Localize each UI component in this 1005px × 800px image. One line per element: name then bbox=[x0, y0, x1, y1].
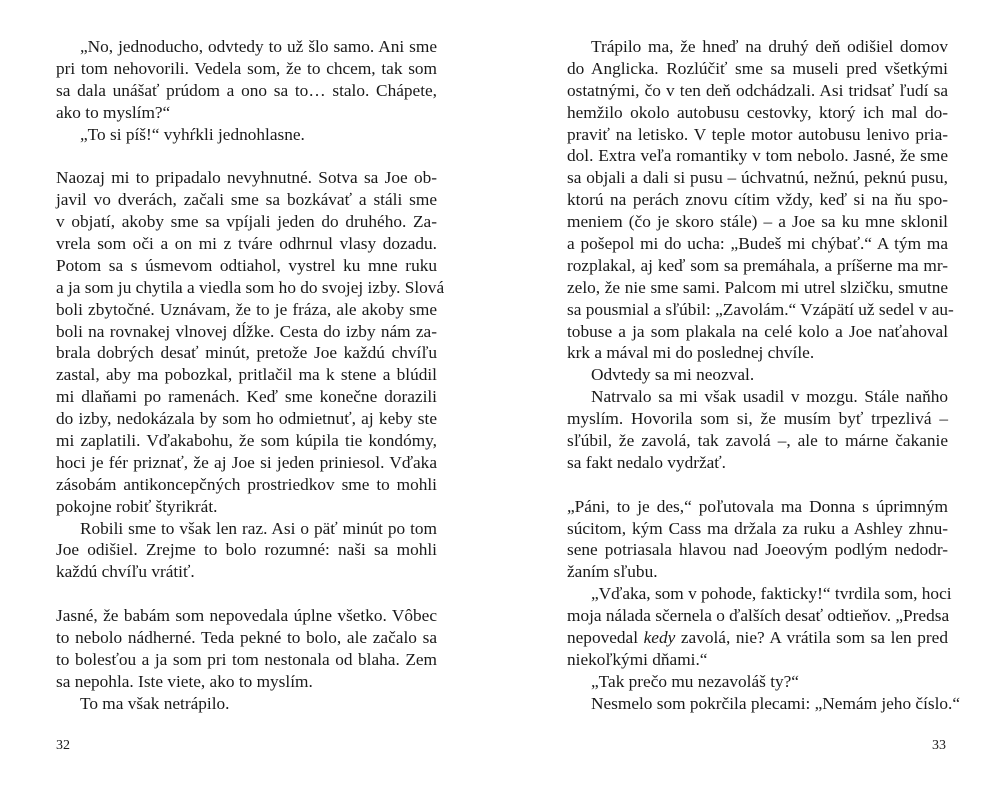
text-line: súcitom, kým Cass ma držala za ruku a Ashley zhnu- bbox=[567, 518, 948, 538]
text-line: to bolesťou a ja som pri tom nestonala od blaha. Zem bbox=[56, 649, 437, 669]
text-line: pri tom nehovorili. Vedela som, že to chcem, tak som bbox=[56, 58, 437, 78]
text-line: sene potriasala hlavou nad Joeovým podlým nedodr- bbox=[567, 540, 948, 560]
text-line: a ja som ju chytila a viedla som ho do svojej izby. Slová bbox=[56, 277, 445, 297]
text-line: Natrvalo sa mi však usadil v mozgu. Stále naňho bbox=[591, 387, 948, 407]
text-line: Potom sa s úsmevom odtiahol, vystrel ku mne ruku bbox=[56, 255, 437, 275]
text-line: ostatnými, čo v ten deň odchádzali. Asi tridsať ľudí sa bbox=[567, 80, 948, 100]
text-line: sa objali a dali si pusu – úchvatnú, nežnú, peknú pusu, bbox=[567, 168, 948, 188]
text-line: do izby, nedokázala by som ho odmietnuť, aj keby ste bbox=[56, 409, 437, 429]
text-line: každú chvíľu vrátiť. bbox=[56, 562, 195, 582]
blank-line bbox=[567, 474, 948, 496]
italic-word: kedy bbox=[643, 628, 676, 648]
text-line: moja nálada sčernela o ďalších desať odtieňov. „Predsa bbox=[567, 606, 950, 626]
text-line: sľúbil, že zavolá, tak zavolá –, ale to márne čakanie bbox=[567, 431, 948, 451]
text-line: Nesmelo som pokrčila plecami: „Nemám jeho číslo.“ bbox=[591, 693, 961, 713]
text-line: boli zbytočné. Uznávam, že to je fráza, ale akoby sme bbox=[56, 299, 437, 319]
text-line: Trápilo ma, že hneď na druhý deň odišiel domov bbox=[591, 37, 948, 56]
text-line: v objatí, akoby sme sa vpíjali jeden do druhého. Za- bbox=[56, 212, 437, 232]
text-line: hoci je fér priznať, že aj Joe si jeden priniesol. Vďaka bbox=[56, 452, 437, 472]
text-line: meniem (čo je skoro stále) – a Joe sa ku mne sklonil bbox=[567, 212, 948, 232]
text-line: Odvtedy sa mi neozval. bbox=[591, 365, 755, 385]
text-line: sa nepohla. Iste viete, ako to myslím. bbox=[56, 671, 313, 691]
left-page-text bbox=[56, 36, 445, 715]
text-line: „To si píš!“ vyhŕkli jednohlasne. bbox=[80, 124, 305, 144]
text-line: mi zaplatili. Vďakabohu, že som kúpila tie kondómy, bbox=[56, 431, 437, 451]
blank-line bbox=[56, 583, 437, 605]
text-line: zásobám antikoncepčných prostriedkov sme to mohli bbox=[56, 474, 437, 494]
text-line: sa fakt nedalo vydržať. bbox=[567, 452, 727, 472]
text-line: Naozaj mi to pripadalo nevyhnutné. Sotva sa Joe ob- bbox=[56, 168, 437, 188]
text-line: ako to myslím?“ bbox=[56, 102, 171, 122]
text-line: zastal, aby ma pobozkal, pritlačil ma k stene a blúdil bbox=[56, 365, 437, 385]
text-line: „No, jednoducho, odvtedy to už šlo samo. Ani sme bbox=[80, 37, 437, 56]
text-line: dol. Extra veľa romantiky v tom nebolo. Jasné, že sme bbox=[567, 146, 948, 166]
text-line: rozplakal, aj keď som sa premáhala, a príšerne ma mr- bbox=[567, 255, 948, 275]
text-line: myslím. Hovorila som si, že musím byť trpezlivá – bbox=[567, 409, 948, 429]
text-line: zelo, že nie sme sami. Palcom mi utrel slzičku, smutne bbox=[567, 277, 948, 297]
text-line: Jasné, že babám som nepovedala úplne všetko. Vôbec bbox=[56, 606, 437, 626]
page-number-left: 32 bbox=[56, 738, 70, 753]
text-line: krk a mával mi do poslednej chvíle. bbox=[567, 343, 815, 363]
text-line: to nebolo nádherné. Teda pekné to bolo, ale začalo sa bbox=[56, 628, 437, 648]
text-line: praviť na letisko. V teple motor autobusu lenivo pria- bbox=[567, 124, 948, 144]
text-line: vrela som oči a on mi z tváre odhrnul vlasy dozadu. bbox=[56, 234, 437, 254]
page-number-right: 33 bbox=[932, 738, 946, 753]
text-line: sa pousmial a sľúbil: „Zavolám.“ Vzápätí už sedel v au- bbox=[567, 299, 954, 319]
text-line: tobuse a ja som plakala na celé kolo a Joe naťahoval bbox=[567, 321, 948, 341]
text-line bbox=[567, 627, 948, 649]
text-line: Joe odišiel. Zrejme to bolo rozumné: naši sa mohli bbox=[56, 540, 437, 560]
text-line: To ma však netrápilo. bbox=[80, 693, 230, 713]
text-line: ktorú na perách znovu cítim vždy, keď si na ňu spo- bbox=[567, 190, 948, 210]
text-line: sa dala unášať prúdom a ono sa to… stalo. Chápete, bbox=[56, 80, 437, 100]
text-line: pokojne robiť štyrikrát. bbox=[56, 496, 218, 516]
text-line: „Vďaka, som v pohode, fakticky!“ tvrdila som, hoci bbox=[591, 584, 952, 604]
text-line: niekoľkými dňami.“ bbox=[567, 649, 708, 669]
blank-line bbox=[56, 145, 437, 167]
text-line: „Tak prečo mu nezavoláš ty?“ bbox=[591, 671, 799, 691]
text-segment: zavolá, nie? A vrátila som sa len pred bbox=[675, 628, 948, 648]
text-line: hemžilo okolo autobusu cestovky, ktorý ich mal do- bbox=[567, 102, 948, 122]
text-line: „Páni, to je des,“ poľutovala ma Donna s úprimným bbox=[567, 496, 948, 516]
text-segment: nepovedal bbox=[567, 628, 644, 648]
text-line: a pošepol mi do ucha: „Budeš mi chýbať.“ A tým ma bbox=[567, 234, 948, 254]
text-line: do Anglicka. Rozlúčiť sme sa museli pred všetkými bbox=[567, 58, 948, 78]
text-line: mi dlaňami po ramenách. Keď sme konečne dorazili bbox=[56, 387, 437, 407]
text-line: brala dobrých desať minút, pretože Joe každú chvíľu bbox=[56, 343, 437, 363]
text-line: Robili sme to však len raz. Asi o päť minút po tom bbox=[80, 518, 437, 538]
right-page-text bbox=[567, 36, 961, 715]
text-line: boli na rovnakej vlnovej dĺžke. Cesta do izby nám za- bbox=[56, 321, 437, 341]
text-line: javil vo dverách, začali sme sa bozkávať a stáli sme bbox=[56, 190, 437, 210]
text-line: žaním sľubu. bbox=[567, 562, 658, 582]
